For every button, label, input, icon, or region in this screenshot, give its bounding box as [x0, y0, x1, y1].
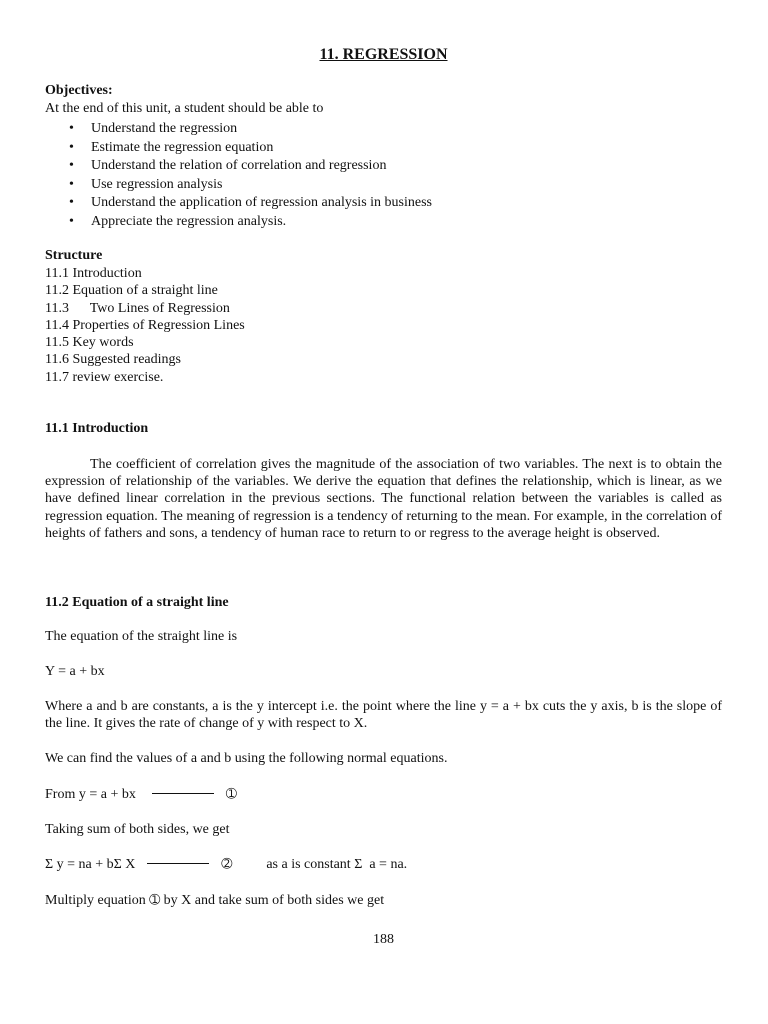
objective-item: • Understand the regression: [45, 120, 432, 139]
structure-list: [45, 265, 245, 386]
objective-item: • Use regression analysis: [45, 176, 432, 195]
equation-1-rule: [152, 793, 214, 794]
multiply-line: [45, 893, 384, 909]
straight-line-equation: Y = a + bx: [45, 664, 105, 679]
taking-sum-line: Taking sum of both sides, we get: [45, 822, 230, 837]
equation-1-text: From y = a + bx: [45, 787, 136, 802]
equation-2-line: [45, 857, 407, 873]
structure-item: 11.4 Properties of Regression Lines: [45, 317, 245, 333]
structure-item: 11.5 Key words: [45, 335, 134, 351]
structure-item: 11.7 review exercise.: [45, 369, 164, 385]
section-heading-straight-line: 11.2 Equation of a straight line: [45, 595, 229, 610]
equation-2-text: Σ y = na + bΣ X: [45, 857, 136, 872]
equation-1-line: [45, 787, 237, 803]
structure-item: 11.1 Introduction: [45, 266, 142, 281]
objective-item: • Estimate the regression equation: [45, 139, 432, 158]
straight-line-intro: The equation of the straight line is: [45, 629, 238, 644]
structure-item: 11.3 Two Lines of Regression: [45, 300, 230, 316]
circled-one-marker: ➀: [225, 787, 237, 802]
objectives-heading: Objectives:: [45, 83, 113, 98]
structure-item: 11.6 Suggested readings: [45, 352, 181, 368]
section-heading-introduction: 11.1 Introduction: [45, 421, 149, 436]
equation-2-rule: [147, 863, 209, 864]
page-title: 11. REGRESSION: [319, 46, 448, 63]
where-text: Where a and b are constants, a is the y intercept i.e. the point where the line y = a + bx cuts the y axis, b is the slope of the line. It gives the rate of change of y with respect to X.: [45, 699, 722, 732]
objective-item: • Appreciate the regression analysis.: [45, 213, 432, 232]
objectives-intro: At the end of this unit, a student should be able to: [45, 101, 324, 116]
objectives-list: [45, 120, 432, 232]
introduction-text: The coefficient of correlation gives the magnitude of the association of two variables. The next is to obtain the expression of relationship of the variables. We derive the equation that defines the relationship, which is linear, as we have defined linear correlation in the previous sections. The functional relation between the variables is called as regression equation. The meaning of regression is a tendency of returning to the mean. For example, in the correlation of heights of fathers and sons, a tendency of human race to return to or regress to the average height is observed.: [45, 457, 722, 541]
multiply-text-b: by X and take sum of both sides we get: [163, 893, 385, 908]
structure-item: 11.2 Equation of a straight line: [45, 283, 218, 299]
introduction-paragraph: [45, 456, 722, 542]
equation-2-note: as a is constant Σ a = na.: [266, 857, 408, 872]
where-paragraph: [45, 698, 722, 732]
page-number: 188: [373, 932, 394, 947]
multiply-text-a: Multiply equation: [45, 893, 146, 908]
structure-heading: Structure: [45, 248, 103, 263]
circled-two-marker: ➁: [221, 857, 233, 872]
objective-item: • Understand the relation of correlation and regression: [45, 157, 432, 176]
circled-one-marker: ➀: [149, 893, 161, 908]
objective-item: • Understand the application of regression analysis in business: [45, 194, 432, 213]
normal-equations-intro: We can find the values of a and b using the following normal equations.: [45, 751, 448, 766]
